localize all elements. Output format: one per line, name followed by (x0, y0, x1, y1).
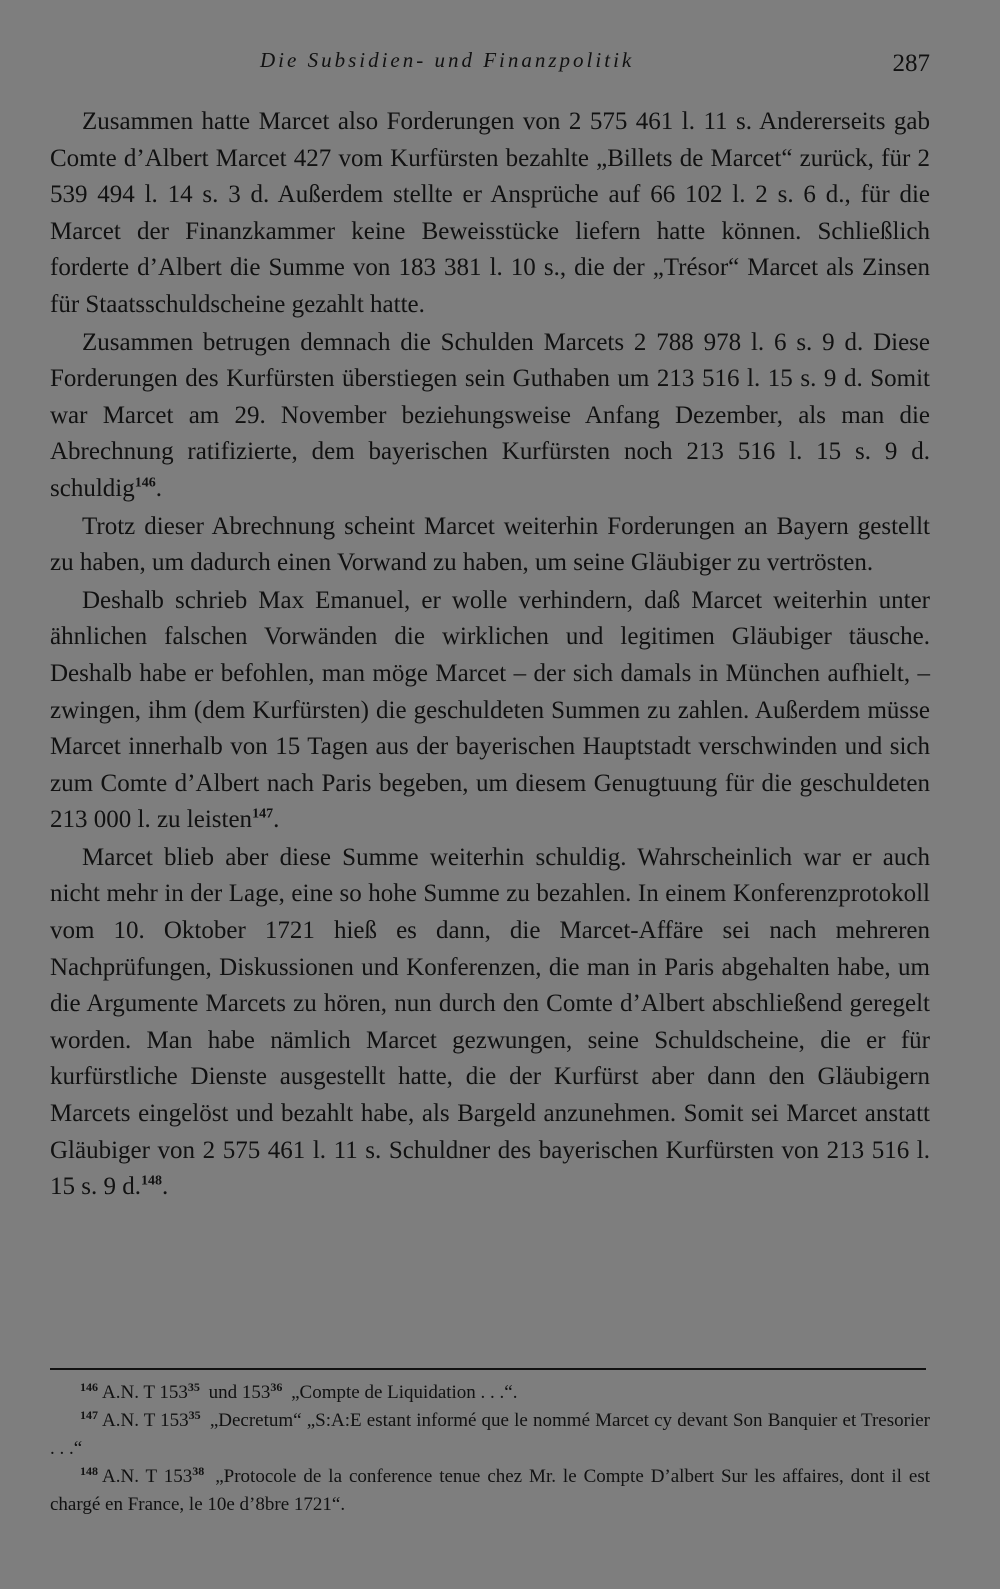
paragraph-tail: . (161, 1173, 169, 1201)
paragraph-text: Marcet blieb aber diese Summe weiterhin schuldig. Wahrscheinlich war er auch nicht mehr in der Lage, eine so hohe Summe zu bezahlen. In einem Konferenzprotokoll vom 10. Oktober 1721 hieß es dann, die Marcet-Affäre sei nach mehreren Nachprüfungen, Diskussionen und Konferenzen, die man in Paris abgehalten habe, um die Argumente Marcets zu hören, nun durch den Comte d’Albert abschließend geregelt worden. Man habe nämlich Marcet gezwungen, seine Schuldscheine, die er für kurfürstliche Dienste ausgestellt hatte, die der Kurfürst aber dann den Gläubigern Marcets eingelöst und bezahlt habe, als Bargeld anzunehmen. Somit sei Marcet anstatt Gläubiger von 2 575 461 l. 11 s. Schuldner des bayerischen Kurfürsten von 213 516 l. 15 s. 9 d. (50, 843, 930, 1201)
paragraph (50, 509, 930, 582)
archive-superscript: 35 (187, 1379, 200, 1394)
footnote-reference: 147 (252, 806, 274, 822)
footnotes (50, 1379, 930, 1519)
paragraph-text: Deshalb schrieb Max Emanuel, er wolle verhindern, daß Marcet weiterhin unter ähnlichen falschen Vorwänden die wirklichen und legitimen Gläubiger täusche. Deshalb habe er befohlen, man möge Marcet – der sich damals in München aufhielt, – zwingen, ihm (dem Kurfürsten) die geschuldeten Summen zu zahlen. Außerdem müsse Marcet innerhalb von 15 Tagen aus der bayerischen Hauptstadt verschwinden und sich zum Comte d’Albert nach Paris begeben, um diesem Genugtuung für die geschuldeten 213 000 l. zu leisten (50, 586, 930, 834)
footnote-reference: 148 (140, 1173, 162, 1189)
footnote-number: 146 (80, 1379, 98, 1394)
paragraph-text: Zusammen hatte Marcet also Forderungen von 2 575 461 l. 11 s. Andererseits gab Comte d’Albert Marcet 427 vom Kurfürsten bezahlte „Billets de Marcet“ zurück, für 2 539 494 l. 14 s. 3 d. Außerdem stellte er Ansprüche auf 66 102 l. 2 s. 6 d., für die Marcet der Finanzkammer keine Beweisstücke liefern hatte können. Schließlich forderte d’Albert die Summe von 183 381 l. 10 s., die der „Trésor“ Marcet als Zinsen für Staatsschuldscheine gezahlt hatte. (50, 108, 930, 318)
footnote (50, 1463, 930, 1519)
footnote-divider (50, 1368, 926, 1370)
footnote-text: A.N. T 153 (102, 1466, 193, 1487)
footnote-text: „Decretum“ „S:A:E estant informé que le nommé Marcet cy devant Son Banquier et Tresorier . . .“ (50, 1410, 930, 1459)
page-number: 287 (892, 50, 930, 77)
footnote-text: „Compte de Liquidation . . .“. (286, 1382, 518, 1403)
footnote-reference: 146 (134, 475, 156, 491)
footnote-text: A.N. T 153 (102, 1382, 188, 1403)
archive-superscript: 36 (270, 1379, 283, 1394)
footnote (50, 1407, 930, 1463)
page-header (50, 48, 930, 82)
footnote-number: 148 (80, 1463, 98, 1478)
archive-superscript: 38 (192, 1463, 205, 1478)
footnote-number: 147 (80, 1407, 98, 1422)
paragraph (50, 583, 930, 839)
body-text (50, 104, 930, 1207)
footnote-text: „Protocole de la conference tenue chez Mr. le Compte D’albert Sur les affaires, dont il est chargé en France, le 10e d’8bre 1721“. (50, 1466, 930, 1515)
paragraph (50, 325, 930, 508)
paragraph-tail: . (155, 474, 162, 502)
paragraph-text: Trotz dieser Abrechnung scheint Marcet weiterhin Forderungen an Bayern gestellt zu haben, um dadurch einen Vorwand zu haben, um seine Gläubiger zu vertrösten. (50, 512, 930, 577)
paragraph-tail: . (273, 806, 280, 834)
paragraph (50, 104, 930, 324)
footnote (50, 1379, 930, 1407)
paragraph-text: Zusammen betrugen demnach die Schulden Marcets 2 788 978 l. 6 s. 9 d. Diese Forderungen des Kurfürsten überstiegen sein Guthaben um 213 516 l. 15 s. 9 d. Somit war Marcet am 29. November beziehungsweise Anfang Dezember, als man die Abrechnung ratifizierte, dem bayerischen Kurfürsten noch 213 516 l. 15 s. 9 d. schuldig (50, 328, 930, 502)
footnote-text: A.N. T 153 (102, 1410, 189, 1431)
paragraph (50, 840, 930, 1206)
running-title: Die Subsidien- und Finanzpolitik (260, 48, 635, 72)
footnote-text: und 153 (203, 1382, 271, 1403)
archive-superscript: 35 (188, 1407, 201, 1422)
